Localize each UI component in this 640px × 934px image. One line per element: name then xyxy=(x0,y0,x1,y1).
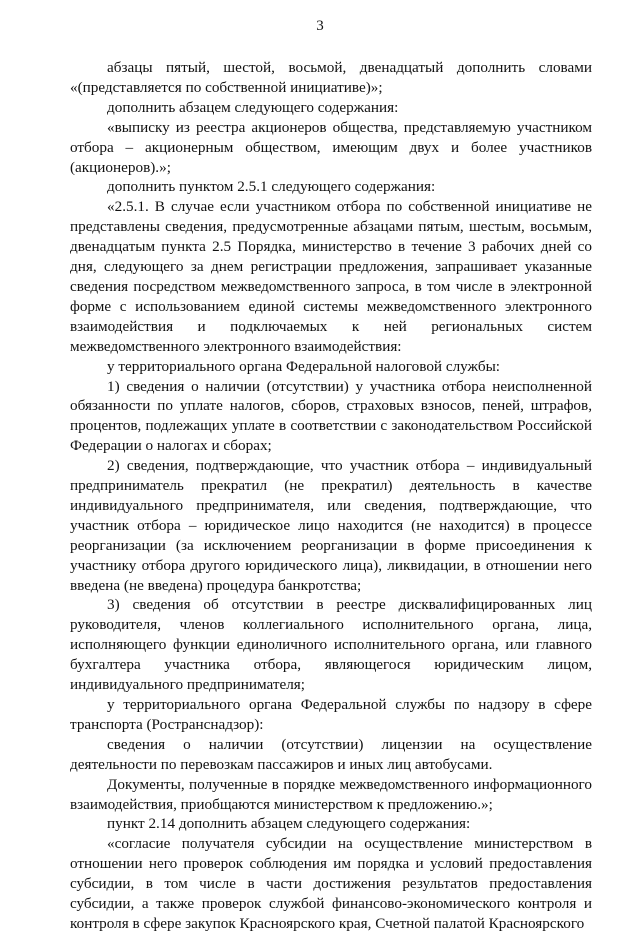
paragraph: «выписку из реестра акционеров общества, представляемую участником отбора – акционерным обществом, имеющим двух и более участников (акционеров).»; xyxy=(70,118,592,176)
paragraph: «2.5.1. В случае если участником отбора по собственной инициативе не представлены сведения, предусмотренные абзацами пятым, шестым, восьмым, двенадцатым пункта 2.5 Порядка, министерство в течение 3 рабочих дней со дня, следующего за днем регистрации предложения, запрашивает указанные сведения посредством межведомственного запроса, в том числе в электронной форме с использованием единой системы межведомственного электронного взаимодействия и подключаемых к ней региональных систем межведомственного электронного взаимодействия: xyxy=(70,198,592,355)
document-body xyxy=(70,58,592,934)
paragraph: дополнить абзацем следующего содержания: xyxy=(107,98,399,116)
paragraph: Документы, полученные в порядке межведомственного информационного взаимодействия, приобщаются министерством к предложению.»; xyxy=(70,775,592,813)
paragraph: у территориального органа Федеральной налоговой службы: xyxy=(107,357,500,375)
paragraph: 2) сведения, подтверждающие, что участник отбора – индивидуальный предприниматель прекратил (не прекратил) деятельность в качестве индивидуального предпринимателя, или сведения, подтверждающие, что участник отбора – юридическое лицо находится (не находится) в процессе реорганизации (за исключением реорганизации в форме присоединения к участнику отбора другого юридического лица), ликвидации, в отношении него введена (не введена) процедура банкротства; xyxy=(70,457,592,594)
paragraph: пункт 2.14 дополнить абзацем следующего содержания: xyxy=(107,815,471,833)
paragraph: 3) сведения об отсутствии в реестре дисквалифицированных лиц руководителя, членов коллегиального исполнительного органа, лица, исполняющего функции единоличного исполнительного органа, или главного бухгалтера участника отбора, являющегося юридическим лицом, индивидуального предпринимателя; xyxy=(70,596,592,694)
paragraph: абзацы пятый, шестой, восьмой, двенадцатый дополнить словами «(представляется по собственной инициативе)»; xyxy=(70,59,592,96)
paragraph: 1) сведения о наличии (отсутствии) у участника отбора неисполненной обязанности по уплате налогов, сборов, страховых взносов, пеней, штрафов, процентов, подлежащих уплате в соответствии с законодательством Российской Федерации о налогах и сборах; xyxy=(70,377,592,455)
page-number: 3 xyxy=(316,18,324,34)
paragraph: у территориального органа Федеральной службы по надзору в сфере транспорта (Ространснадзор): xyxy=(70,696,592,733)
paragraph: сведения о наличии (отсутствии) лицензии на осуществление деятельности по перевозкам пассажиров и иных лиц автобусами. xyxy=(70,735,592,773)
paragraph: «согласие получателя субсидии на осуществление министерством в отношении него проверок соблюдения им порядка и условий предоставления субсидии, в том числе в части достижения результатов предоставления субсидии, а также проверок службой финансово-экономического контроля и контроля в сфере закупок Красноярского края, Счетной палатой Красноярского xyxy=(70,835,592,932)
paragraph: дополнить пунктом 2.5.1 следующего содержания: xyxy=(107,178,436,196)
